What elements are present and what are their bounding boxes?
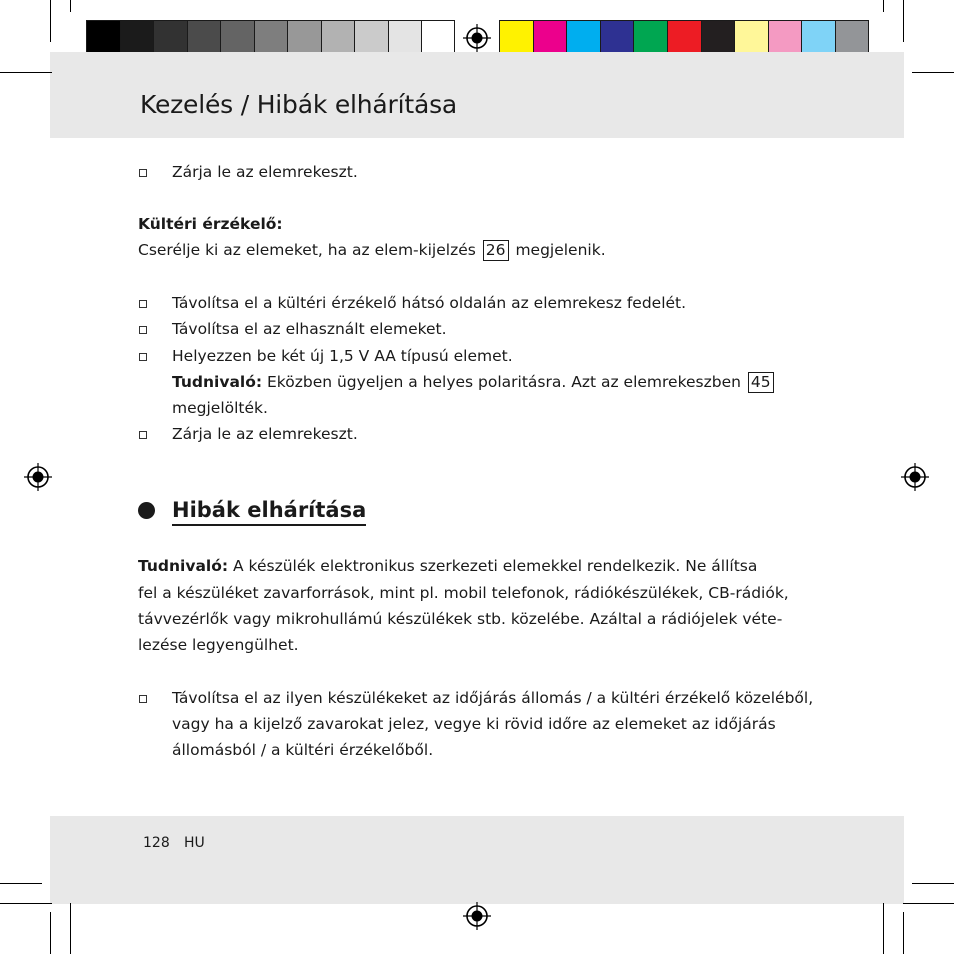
registration-mark-icon [23,462,53,492]
color-swatch [254,20,288,54]
color-swatch [566,20,600,54]
color-swatch [388,20,422,54]
color-swatch [701,20,735,54]
color-swatch [287,20,321,54]
crop-mark [903,903,954,904]
color-swatch [120,20,154,54]
polarity-note: Tudnivaló: Eközben ügyeljen a helyes polaritásra. Azt az elemrekeszben 45 [172,369,776,395]
color-swatch [633,20,667,54]
color-swatch [600,20,634,54]
troubleshooting-note-line: távvezérlők vagy mikrohullámú készülékek stb. közelébe. Azáltal a rádiójelek véte- [138,610,783,628]
color-swatch [734,20,768,54]
process-color-bar [499,20,869,54]
page-language: HU [184,835,205,851]
color-swatch [421,20,455,54]
crop-mark [50,912,51,954]
checkbox-bullet-icon [139,326,147,334]
color-swatch [86,20,120,54]
color-swatch [768,20,802,54]
page-title: Kezelés / Hibák elhárítása [140,90,458,119]
color-swatch [835,20,869,54]
color-swatch [220,20,254,54]
reference-number: 26 [483,240,509,261]
checkbox-bullet-icon [139,695,147,703]
checkbox-bullet-icon [139,300,147,308]
color-swatch [187,20,221,54]
crop-mark [0,883,42,884]
color-swatch [354,20,388,54]
grayscale-color-bar [86,20,455,54]
footer-band [50,816,904,904]
color-swatch [499,20,533,54]
color-swatch [667,20,701,54]
section-heading: Hibák elhárítása [172,497,366,526]
crop-mark [912,883,954,884]
troubleshooting-note-line: lezése legyengülhet. [138,636,299,654]
color-swatch [153,20,187,54]
checkbox-bullet-icon [139,169,147,177]
crop-mark [0,903,52,904]
outdoor-sensor-heading: Kültéri érzékelő: [138,215,283,233]
color-swatch [801,20,835,54]
outdoor-sensor-intro: Cserélje ki az elemeket, ha az elem-kijelzés 26 megjelenik. [138,241,606,259]
list-item-cont: vagy ha a kijelző zavarokat jelez, vegye ki rövid időre az elemeket az időjárás [172,715,776,733]
section-bullet-icon [138,502,155,519]
color-swatch [321,20,355,54]
crop-mark [70,0,71,12]
crop-mark [70,903,71,954]
checkbox-bullet-icon [139,353,147,361]
troubleshooting-note-line: Tudnivaló: A készülék elektronikus szerkezeti elemekkel rendelkezik. Ne állítsa [138,557,758,575]
crop-mark [883,903,884,954]
registration-mark-icon [462,23,492,53]
crop-mark [50,0,51,42]
crop-mark [903,0,904,42]
page-number: 128 [143,835,170,851]
checkbox-bullet-icon [139,431,147,439]
registration-mark-icon [462,901,492,931]
reference-number: 45 [748,372,774,393]
troubleshooting-note-line: fel a készüléket zavarforrások, mint pl. mobil telefonok, rádiókészülékek, CB-rádiók, [138,584,789,602]
list-item-cont: állomásból / a kültéri érzékelőből. [172,741,434,759]
crop-mark [883,0,884,12]
crop-mark [0,72,52,73]
polarity-note-cont: megjelölték. [172,399,268,417]
crop-mark [912,72,954,73]
registration-mark-icon [900,462,930,492]
crop-mark [903,912,904,954]
color-swatch [533,20,567,54]
